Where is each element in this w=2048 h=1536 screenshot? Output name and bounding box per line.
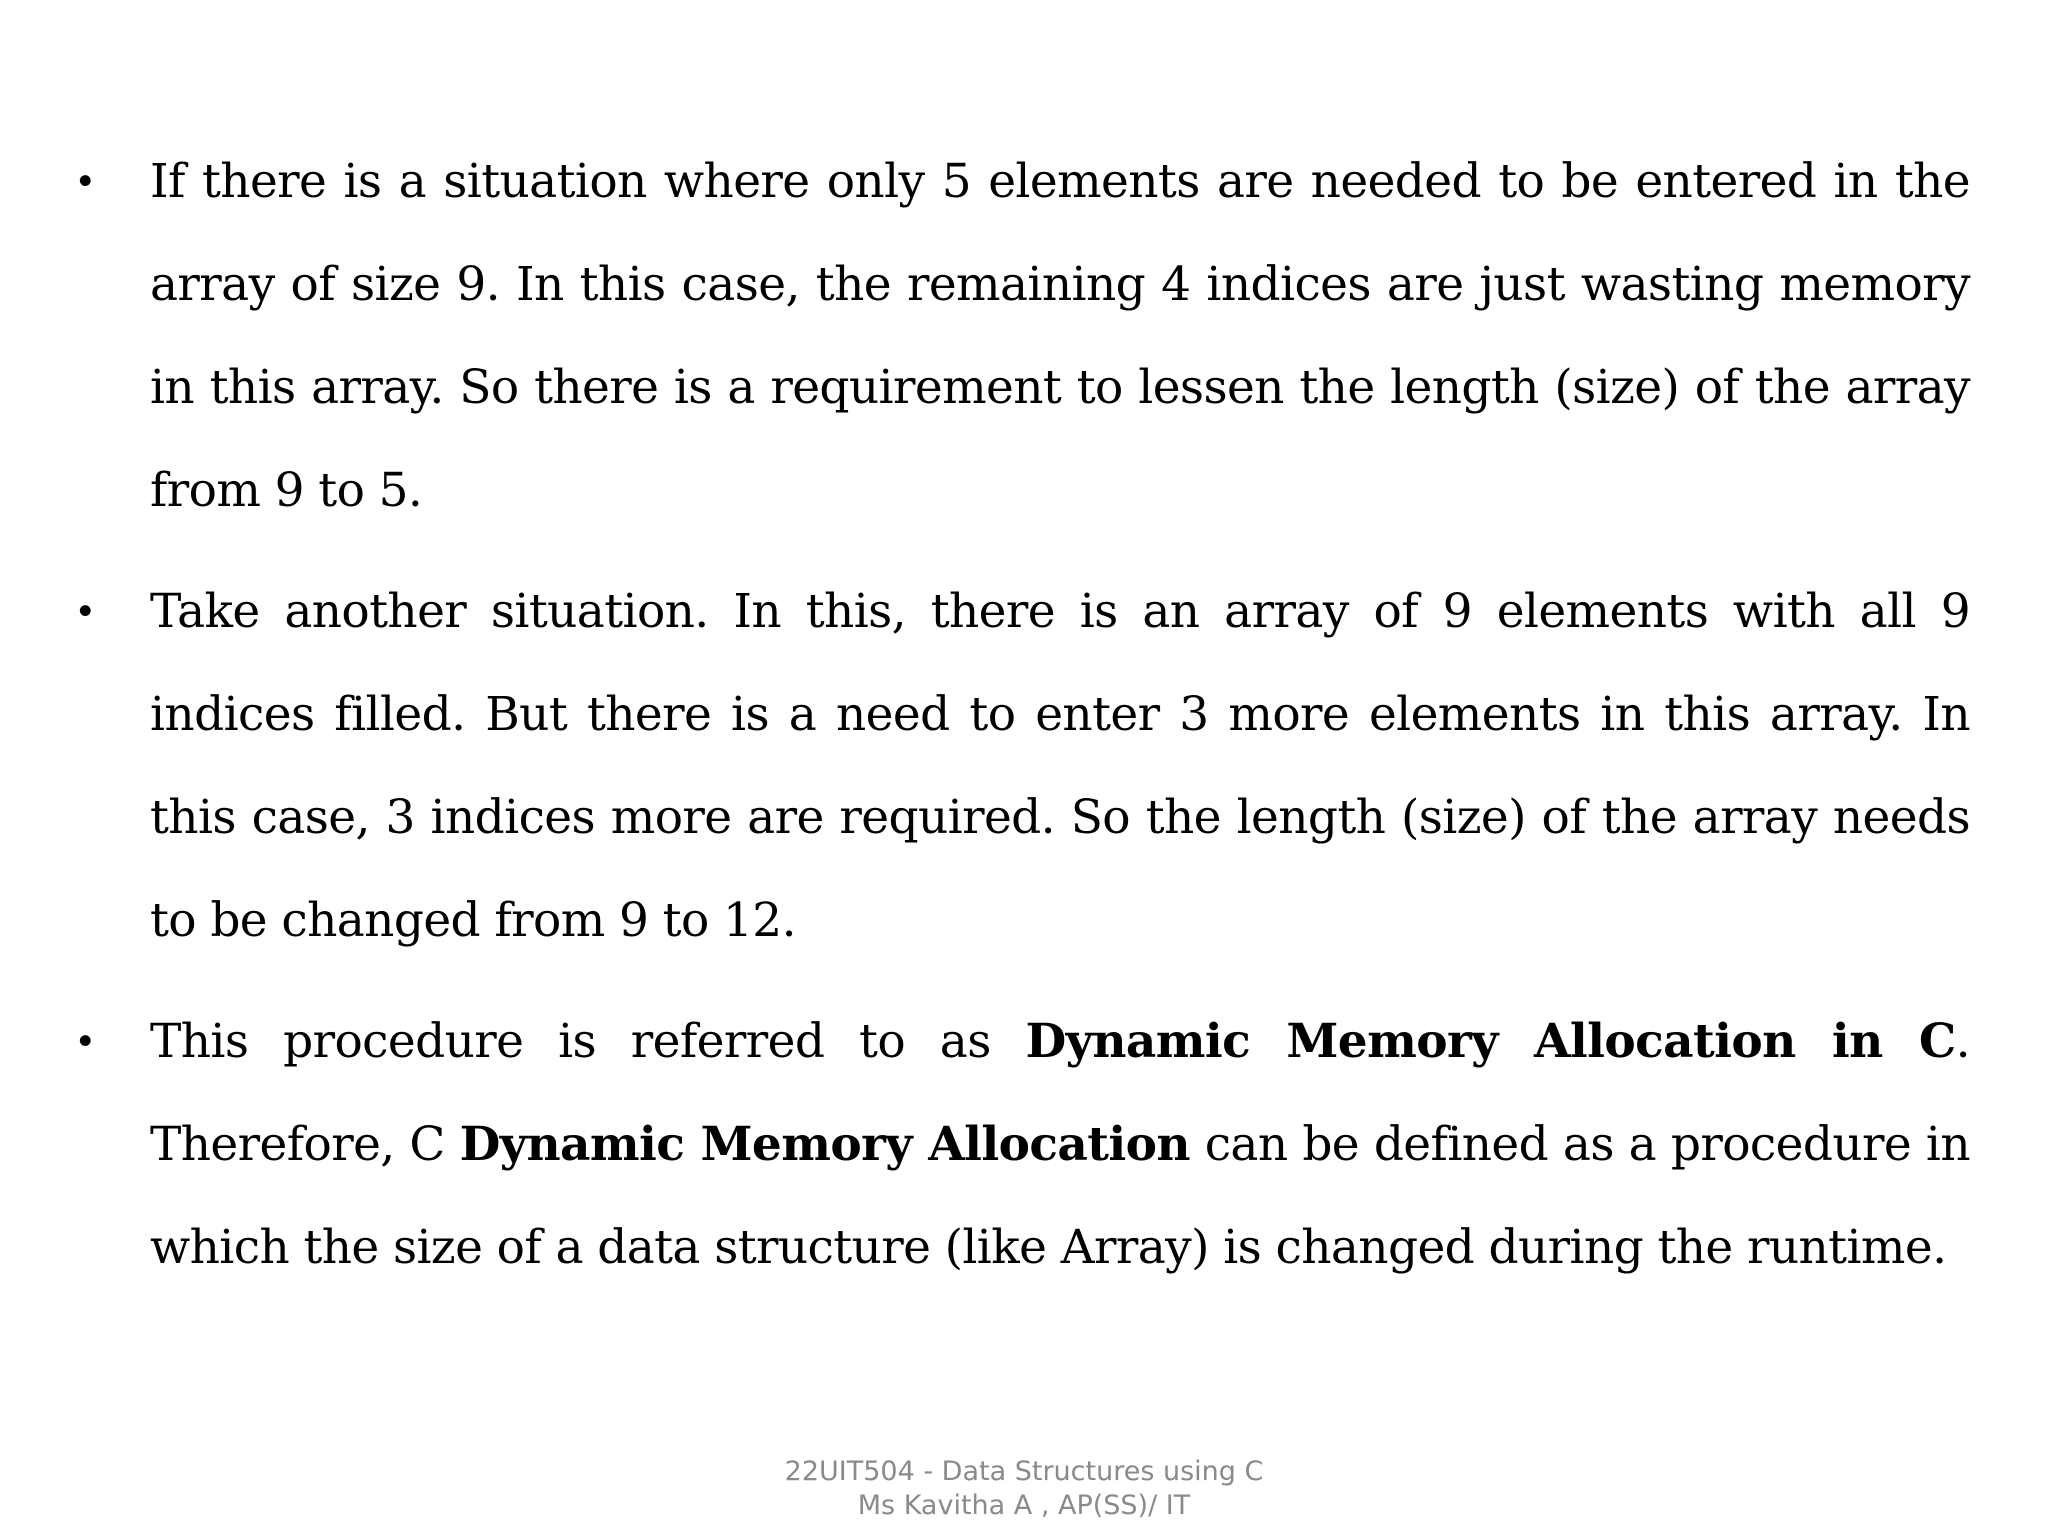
bullet-text-1: If there is a situation where only 5 elements are needed to be entered in the array of size 9. In this case, the remaining 4 indices are just wasting memory in this array. So there is a requirement to lessen the length (size) of the array from 9 to 5. xyxy=(150,154,1970,518)
bold-term-dma-in-c: Dynamic Memory Allocation in C xyxy=(1025,1014,1956,1069)
bullet-text-2: Take another situation. In this, there is an array of 9 elements with all 9 indices filled. But there is a need to enter 3 more elements in this array. In this case, 3 indices more are required. So the length (size) of the array needs to be changed from 9 to 12. xyxy=(150,584,1970,948)
bullet-item-1 xyxy=(70,130,1970,542)
bullet-item-3 xyxy=(70,990,1970,1299)
bullet-text-3-part3: can be defined as a procedure in which the size of a data structure (like Array) is changed during the runtime. xyxy=(150,1117,1971,1275)
bullet-text-3-part2: . Therefore, C xyxy=(150,1014,1970,1172)
footer-author: Ms Kavitha A , AP(SS)/ IT xyxy=(857,1490,1191,1521)
bullet-icon: • xyxy=(78,1019,92,1063)
bullet-item-2 xyxy=(70,560,1970,972)
bullet-icon: • xyxy=(78,159,92,203)
footer-course: 22UIT504 - Data Structures using C xyxy=(784,1456,1264,1487)
bold-term-dma: Dynamic Memory Allocation xyxy=(459,1117,1190,1172)
slide-footer xyxy=(0,1455,2048,1523)
bullet-text-3-part1: This procedure is referred to as xyxy=(150,1014,1026,1069)
bullet-icon: • xyxy=(78,589,92,633)
bullet-list xyxy=(70,130,1970,1317)
